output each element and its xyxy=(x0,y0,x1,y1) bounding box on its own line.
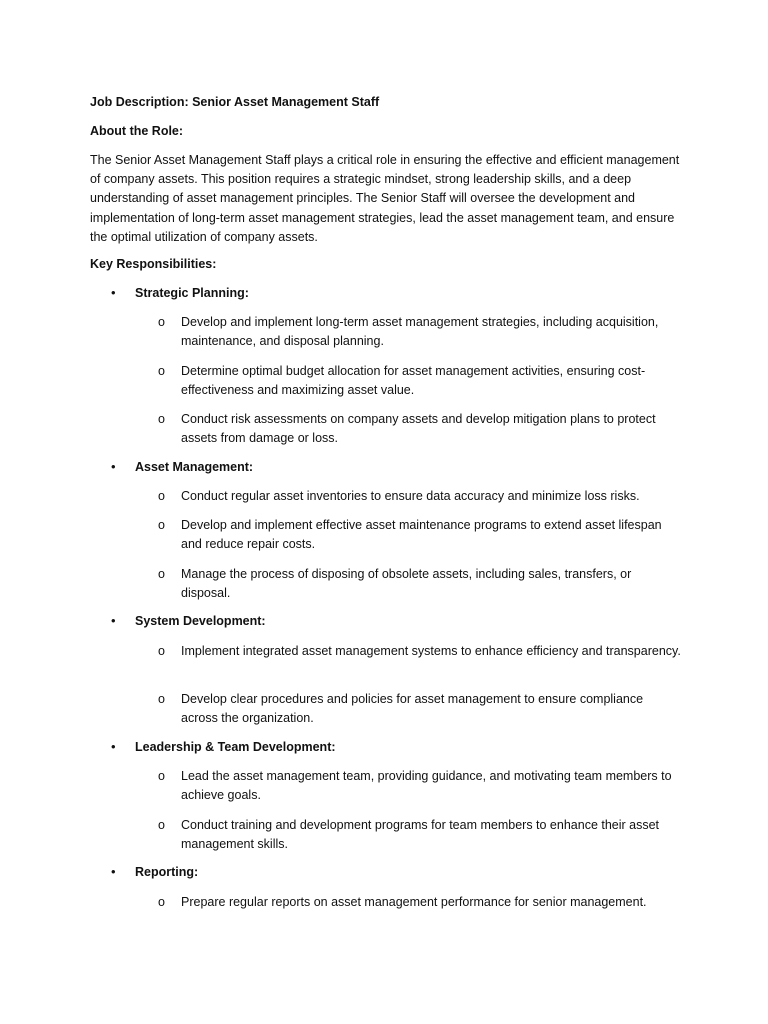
about-role-heading: About the Role: xyxy=(90,124,184,138)
bullet-marker: • xyxy=(111,864,116,879)
sub-bullet-marker: o xyxy=(158,489,165,503)
list-item-text: Develop and implement effective asset maintenance programs to extend asset lifespan and reduce repair costs. xyxy=(181,518,662,552)
key-responsibilities-heading: Key Responsibilities: xyxy=(90,257,217,271)
list-item-text: Prepare regular reports on asset management performance for senior management. xyxy=(181,895,647,909)
section-label: System Development: xyxy=(135,614,266,628)
document-title: Job Description: Senior Asset Management Staff xyxy=(90,95,380,109)
bullet-marker: • xyxy=(111,459,116,474)
sub-bullet-marker: o xyxy=(158,567,165,581)
sub-bullet-marker: o xyxy=(158,644,165,658)
about-role-paragraph: The Senior Asset Management Staff plays a critical role in ensuring the effective and efficient management of company assets. This position requires a strategic mindset, strong leadership skills, and a deep understanding of asset management principles. The Senior Staff will oversee the development and implementation of long-term asset management strategies, lead the asset management team, and ensure the optimal utilization of company assets. xyxy=(90,153,680,244)
sub-bullet-marker: o xyxy=(158,818,165,832)
list-item-text: Conduct training and development programs for team members to enhance their asset management skills. xyxy=(181,818,660,852)
section-label: Asset Management: xyxy=(135,460,254,474)
bullet-marker: • xyxy=(111,739,116,754)
sub-bullet-marker: o xyxy=(158,315,165,329)
list-item-text: Conduct regular asset inventories to ensure data accuracy and minimize loss risks. xyxy=(181,489,640,503)
sub-bullet-marker: o xyxy=(158,364,165,378)
list-item-text: Implement integrated asset management systems to enhance efficiency and transparency. xyxy=(181,644,681,658)
sub-bullet-marker: o xyxy=(158,412,165,426)
section-label: Leadership & Team Development: xyxy=(135,740,336,754)
sub-bullet-marker: o xyxy=(158,518,165,532)
bullet-marker: • xyxy=(111,613,116,628)
section-label: Strategic Planning: xyxy=(135,286,249,300)
list-item-text: Develop and implement long-term asset management strategies, including acquisition, maintenance, and disposal planning. xyxy=(181,315,659,349)
sub-bullet-marker: o xyxy=(158,692,165,706)
list-item-text: Manage the process of disposing of obsolete assets, including sales, transfers, or disposal. xyxy=(181,567,632,601)
list-item-text: Determine optimal budget allocation for asset management activities, ensuring cost-effectiveness and maximizing asset value. xyxy=(181,364,646,398)
list-item-text: Lead the asset management team, providing guidance, and motivating team members to achieve goals. xyxy=(181,769,672,803)
list-item-text: Develop clear procedures and policies for asset management to ensure compliance across the organization. xyxy=(181,692,644,726)
sub-bullet-marker: o xyxy=(158,895,165,909)
section-label: Reporting: xyxy=(135,865,199,879)
bullet-marker: • xyxy=(111,285,116,300)
list-item-text: Conduct risk assessments on company assets and develop mitigation plans to protect assets from damage or loss. xyxy=(181,412,656,446)
sub-bullet-marker: o xyxy=(158,769,165,783)
